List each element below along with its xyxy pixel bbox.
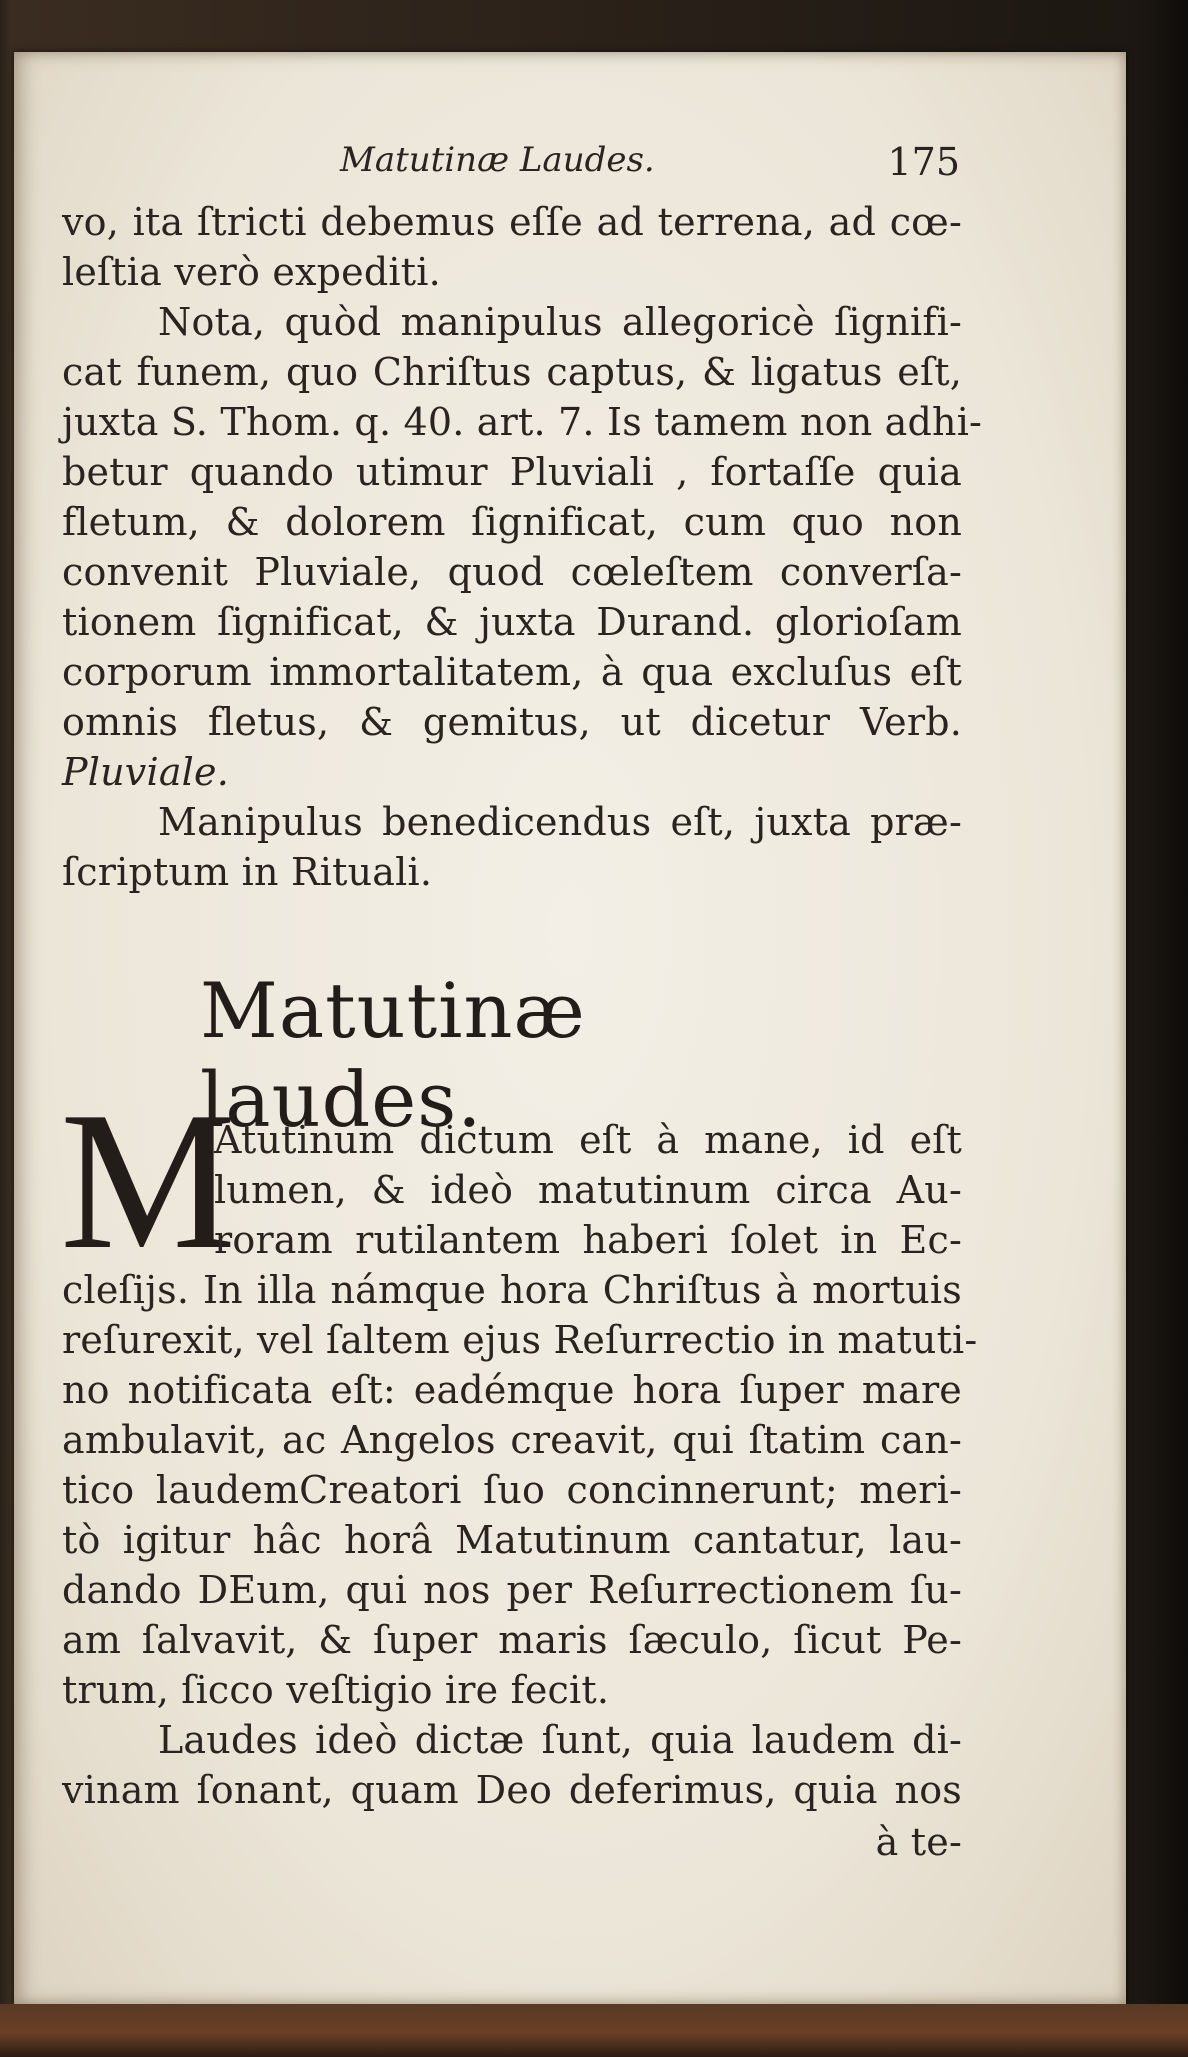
running-title: Matutinæ Laudes. [340, 140, 655, 180]
page-number: 175 [887, 140, 960, 184]
text-line: Laudes ideò dictæ ſunt, quia laudem di- [158, 1718, 962, 1762]
catchword: à te- [875, 1820, 962, 1864]
text-line: fletum, & dolorem ſignificat, cum quo non [62, 500, 962, 544]
text-line: vinam ſonant, quam Deo deferimus, quia nos [62, 1768, 962, 1812]
drop-cap: M [60, 1071, 237, 1290]
text-line: roram rutilantem haberi ſolet in Ec- [214, 1218, 962, 1262]
text-line: cleſijs. In illa námque hora Chriſtus à mortuis [62, 1268, 962, 1312]
text-line: convenit Pluviale, quod cœleſtem converſa- [62, 550, 962, 594]
text-line: Pluviale. [62, 750, 229, 794]
text-line: juxta S. Thom. q. 40. art. 7. Is tamem non adhi- [62, 400, 983, 444]
text-line: no notificata eſt: eadémque hora ſuper mare [62, 1368, 962, 1412]
text-line: vo, ita ſtricti debemus eſſe ad terrena, ad cœ- [62, 200, 962, 244]
text-line: ambulavit, ac Angelos creavit, qui ſtatim can- [62, 1418, 962, 1462]
text-line: omnis fletus, & gemitus, ut dicetur Verb. [62, 700, 962, 744]
text-line: betur quando utimur Pluviali , fortaſſe quia [62, 450, 962, 494]
text-line: trum, ſicco veſtigio ire fecit. [62, 1668, 610, 1712]
text-line: tionem ſignificat, & juxta Durand. glorioſam [62, 600, 962, 644]
text-line: Nota, quòd manipulus allegoricè ſignifi- [158, 300, 962, 344]
text-line: leſtia verò expediti. [62, 250, 441, 294]
text-line: Manipulus benedicendus eſt, juxta præ- [158, 800, 962, 844]
text-line: corporum immortalitatem, à qua excluſus eſt [62, 650, 962, 694]
text-line: dando DEum, qui nos per Reſurrectionem ſu- [62, 1568, 962, 1612]
text-line: Atutinum dictum eſt à mane, id eſt [214, 1118, 962, 1162]
text-line: lumen, & ideò matutinum circa Au- [214, 1168, 962, 1212]
text-line: reſurexit, vel ſaltem ejus Reſurrectio in matuti- [62, 1318, 978, 1362]
text-line: cat funem, quo Chriſtus captus, & ligatus eſt, [62, 350, 962, 394]
text-line: tò igitur hâc horâ Matutinum cantatur, lau- [62, 1518, 962, 1562]
text-line: tico laudemCreatori ſuo concinnerunt; meri- [62, 1468, 962, 1512]
running-header [340, 140, 960, 184]
section-title: Matutinæ laudes. [200, 966, 586, 1144]
text-line: ſcriptum in Rituali. [62, 850, 433, 894]
text-line: am ſalvavit, & ſuper maris ſæculo, ſicut Pe- [62, 1618, 962, 1662]
binding-edge [0, 2004, 1188, 2057]
